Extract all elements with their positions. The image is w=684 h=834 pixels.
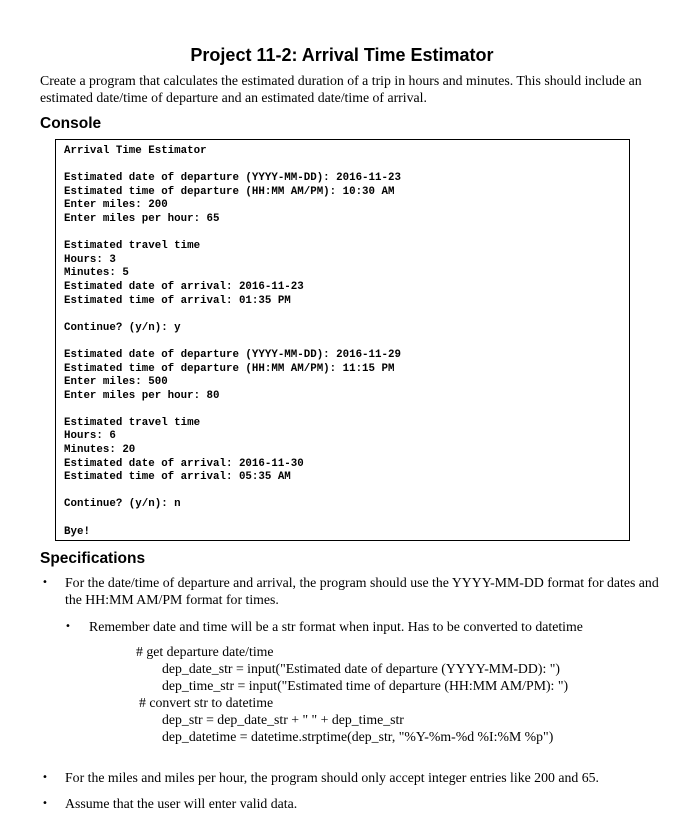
bullet-icon: • (65, 621, 71, 632)
console-line (64, 485, 621, 499)
console-line (64, 159, 621, 173)
console-line: Enter miles per hour: 65 (64, 212, 220, 225)
console-line: Estimated time of departure (HH:MM AM/PM): 10:30 AM (64, 185, 395, 198)
console-line: Estimated date of arrival: 2016-11-30 (64, 457, 304, 470)
code-line: dep_date_str = input("Estimated date of departure (YYYY-MM-DD): ") (162, 661, 560, 676)
console-line (64, 512, 621, 526)
spec-text: For the miles and miles per hour, the program should only accept integer entries like 200 and 65. (65, 770, 599, 785)
console-line: Arrival Time Estimator (64, 145, 207, 157)
specifications-heading: Specifications (40, 550, 146, 567)
console-line: Hours: 3 (64, 253, 116, 266)
code-line: dep_str = dep_date_str + " " + dep_time_str (162, 712, 404, 727)
console-line: Estimated time of departure (HH:MM AM/PM): 11:15 PM (64, 362, 395, 375)
spec-text: For the date/time of departure and arrival, the program should use the YYYY-MM-DD format for dates and the HH:MM AM/PM format for times. (65, 575, 659, 607)
bullet-icon: • (42, 772, 48, 783)
page-title: Project 11-2: Arrival Time Estimator (190, 45, 494, 65)
spec-subtext: Remember date and time will be a str format when input. Has to be converted to datetime (89, 619, 583, 634)
console-line: Estimated travel time (64, 416, 201, 429)
code-comment: # convert str to datetime (139, 695, 274, 710)
bullet-icon: • (42, 577, 48, 588)
console-line: Estimated date of departure (YYYY-MM-DD): 2016-11-29 (64, 348, 401, 361)
console-line (64, 335, 621, 349)
console-line: Estimated time of arrival: 05:35 AM (64, 471, 291, 484)
intro-paragraph: Create a program that calculates the estimated duration of a trip in hours and minutes. This should include an estimated date/time of departure and an estimated date/time of arrival. (40, 73, 642, 105)
console-line: Hours: 6 (64, 430, 116, 443)
spec-item-valid-data (40, 795, 670, 812)
console-line: Continue? (y/n): y (64, 321, 181, 334)
console-line: Minutes: 5 (64, 267, 129, 280)
specifications-list (40, 574, 670, 812)
console-line: Estimated date of arrival: 2016-11-23 (64, 280, 304, 293)
spec-text: Assume that the user will enter valid data. (65, 796, 298, 811)
spec-item-date-format (40, 574, 670, 608)
code-snippet (40, 643, 670, 745)
console-line: Estimated travel time (64, 240, 201, 253)
bullet-icon: • (42, 798, 48, 809)
console-line: Enter miles: 500 (64, 376, 168, 389)
console-line (64, 308, 621, 322)
console-line: Continue? (y/n): n (64, 498, 181, 511)
console-line: Minutes: 20 (64, 444, 136, 457)
console-heading: Console (40, 115, 102, 132)
code-line: dep_datetime = datetime.strptime(dep_str, "%Y-%m-%d %I:%M %p") (162, 729, 554, 744)
console-line (64, 227, 621, 241)
code-line: dep_time_str = input("Estimated time of departure (HH:MM AM/PM): ") (162, 678, 569, 693)
spec-item-integer-entries (40, 769, 670, 786)
console-line: Estimated date of departure (YYYY-MM-DD): 2016-11-23 (64, 172, 401, 185)
console-line: Estimated time of arrival: 01:35 PM (64, 294, 291, 307)
spec-subitem-datetime (40, 618, 670, 635)
console-output (55, 139, 630, 541)
code-comment: # get departure date/time (136, 644, 274, 659)
console-line: Enter miles per hour: 80 (64, 389, 220, 402)
console-line (64, 403, 621, 417)
console-line: Enter miles: 200 (64, 199, 168, 212)
console-line: Bye! (64, 525, 90, 538)
